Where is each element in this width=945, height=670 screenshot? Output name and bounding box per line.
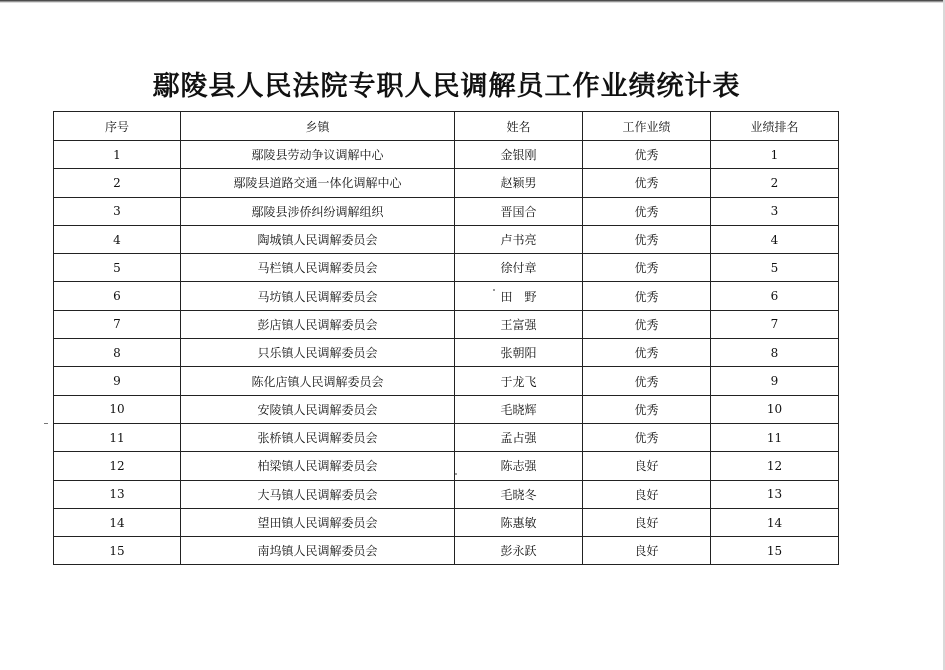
cell-index: 6 xyxy=(54,282,181,310)
cell-index: 4 xyxy=(54,225,181,253)
table-row xyxy=(54,537,839,565)
cell-index: 2 xyxy=(54,169,181,197)
cell-name: 金银刚 xyxy=(455,141,583,169)
cell-index: 9 xyxy=(54,367,181,395)
cell-rank: 1 xyxy=(711,141,839,169)
cell-township: 鄢陵县劳动争议调解中心 xyxy=(181,141,455,169)
cell-name: 彭永跃 xyxy=(455,537,583,565)
table-row xyxy=(54,225,839,253)
table-row xyxy=(54,423,839,451)
header-township: 乡镇 xyxy=(181,112,455,141)
cell-index: 11 xyxy=(54,423,181,451)
document-title: 鄢陵县人民法院专职人民调解员工作业绩统计表 xyxy=(152,71,741,102)
cell-rank: 2 xyxy=(711,169,839,197)
cell-performance: 优秀 xyxy=(583,169,711,197)
cell-township: 张桥镇人民调解委员会 xyxy=(181,423,455,451)
cell-rank: 12 xyxy=(711,452,839,480)
scan-speck xyxy=(493,289,495,291)
cell-township: 马栏镇人民调解委员会 xyxy=(181,254,455,282)
cell-township: 只乐镇人民调解委员会 xyxy=(181,339,455,367)
cell-performance: 良好 xyxy=(583,480,711,508)
cell-name: 于龙飞 xyxy=(455,367,583,395)
cell-township: 马坊镇人民调解委员会 xyxy=(181,282,455,310)
cell-performance: 优秀 xyxy=(583,282,711,310)
cell-rank: 11 xyxy=(711,423,839,451)
table-body xyxy=(54,141,839,565)
cell-rank: 7 xyxy=(711,310,839,338)
cell-name: 田 野 xyxy=(455,282,583,310)
scan-top-edge xyxy=(0,0,945,3)
cell-performance: 优秀 xyxy=(583,423,711,451)
cell-performance: 优秀 xyxy=(583,310,711,338)
table-row xyxy=(54,169,839,197)
cell-name: 晋国合 xyxy=(455,197,583,225)
cell-index: 1 xyxy=(54,141,181,169)
table-row xyxy=(54,367,839,395)
cell-township: 南坞镇人民调解委员会 xyxy=(181,537,455,565)
cell-name: 徐付章 xyxy=(455,254,583,282)
cell-index: 13 xyxy=(54,480,181,508)
cell-rank: 5 xyxy=(711,254,839,282)
scan-speck xyxy=(44,423,48,424)
header-performance: 工作业绩 xyxy=(583,112,711,141)
table-row xyxy=(54,282,839,310)
cell-performance: 优秀 xyxy=(583,367,711,395)
cell-rank: 8 xyxy=(711,339,839,367)
table-row xyxy=(54,254,839,282)
table-row xyxy=(54,141,839,169)
cell-index: 15 xyxy=(54,537,181,565)
cell-name: 毛晓辉 xyxy=(455,395,583,423)
cell-township: 大马镇人民调解委员会 xyxy=(181,480,455,508)
cell-index: 7 xyxy=(54,310,181,338)
table-row xyxy=(54,197,839,225)
cell-rank: 4 xyxy=(711,225,839,253)
cell-performance: 良好 xyxy=(583,452,711,480)
cell-name: 卢书亮 xyxy=(455,225,583,253)
cell-rank: 10 xyxy=(711,395,839,423)
cell-name: 陈惠敏 xyxy=(455,508,583,536)
cell-performance: 优秀 xyxy=(583,225,711,253)
cell-performance: 优秀 xyxy=(583,395,711,423)
cell-township: 彭店镇人民调解委员会 xyxy=(181,310,455,338)
scan-speck xyxy=(455,473,457,475)
cell-index: 5 xyxy=(54,254,181,282)
cell-rank: 6 xyxy=(711,282,839,310)
table-header-row xyxy=(54,112,839,141)
cell-name: 王富强 xyxy=(455,310,583,338)
table-row xyxy=(54,508,839,536)
cell-township: 鄢陵县涉侨纠纷调解组织 xyxy=(181,197,455,225)
table-row xyxy=(54,452,839,480)
cell-performance: 优秀 xyxy=(583,197,711,225)
cell-township: 陶城镇人民调解委员会 xyxy=(181,225,455,253)
cell-performance: 优秀 xyxy=(583,141,711,169)
cell-index: 3 xyxy=(54,197,181,225)
cell-name: 张朝阳 xyxy=(455,339,583,367)
cell-index: 10 xyxy=(54,395,181,423)
cell-name: 陈志强 xyxy=(455,452,583,480)
cell-name: 孟占强 xyxy=(455,423,583,451)
table-row xyxy=(54,310,839,338)
cell-rank: 14 xyxy=(711,508,839,536)
cell-performance: 优秀 xyxy=(583,339,711,367)
cell-rank: 13 xyxy=(711,480,839,508)
header-rank: 业绩排名 xyxy=(711,112,839,141)
cell-rank: 15 xyxy=(711,537,839,565)
cell-rank: 9 xyxy=(711,367,839,395)
table-row xyxy=(54,395,839,423)
cell-township: 柏梁镇人民调解委员会 xyxy=(181,452,455,480)
cell-performance: 良好 xyxy=(583,537,711,565)
cell-township: 鄢陵县道路交通一体化调解中心 xyxy=(181,169,455,197)
cell-index: 8 xyxy=(54,339,181,367)
table-row xyxy=(54,480,839,508)
cell-performance: 良好 xyxy=(583,508,711,536)
cell-index: 12 xyxy=(54,452,181,480)
cell-rank: 3 xyxy=(711,197,839,225)
cell-township: 陈化店镇人民调解委员会 xyxy=(181,367,455,395)
cell-index: 14 xyxy=(54,508,181,536)
mediator-performance-table xyxy=(53,111,839,565)
cell-township: 安陵镇人民调解委员会 xyxy=(181,395,455,423)
header-name: 姓名 xyxy=(455,112,583,141)
cell-name: 毛晓冬 xyxy=(455,480,583,508)
cell-name: 赵颖男 xyxy=(455,169,583,197)
header-index: 序号 xyxy=(54,112,181,141)
cell-township: 望田镇人民调解委员会 xyxy=(181,508,455,536)
cell-performance: 优秀 xyxy=(583,254,711,282)
table-row xyxy=(54,339,839,367)
